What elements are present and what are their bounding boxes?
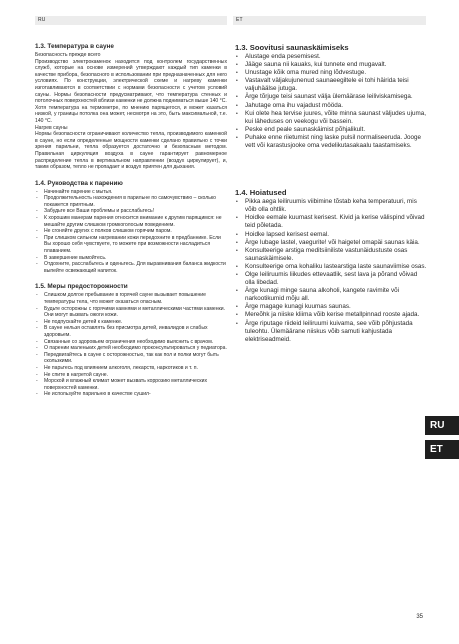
list-item: - Отдохните, расслабьтесь и оденьтесь. Для выравнивания баланса жидкости выпейте освежающий напиток. <box>35 261 227 274</box>
list-item: - Не используйте парильню в качестве сушил- <box>35 391 227 398</box>
warnings-list <box>235 198 427 344</box>
list-item: • Hoidke eemale kuumast kerisest. Kivid ja kerise välispind võivad teid põletada. <box>235 214 427 230</box>
list-item: • Konsulteerige oma kohaliku lastearstiga laste saunaviimise osas. <box>235 263 427 271</box>
list-item: - Не спите в нагретой сауне. <box>35 372 227 379</box>
estonian-column <box>235 43 427 344</box>
section-title-bathing-guide: 1.4. Руководства к парению <box>35 179 123 187</box>
list-item: - Продолжительность нахождения в парильне по самочувствию – сколько покажется приятным. <box>35 195 227 208</box>
list-item: - Передвигайтесь в сауне с осторожностью, так как пол и полки могут быть скользкими. <box>35 352 227 365</box>
list-item: - Начинайте парение с мытья. <box>35 189 227 196</box>
list-item: • Mereõhk ja niiske kliima võib kerise metallpinnad rooste ajada. <box>235 311 427 319</box>
list-item: - Связанные со здоровьем ограничения необходимо выяснить с врачом. <box>35 339 227 346</box>
language-label-ru: RU <box>35 16 227 25</box>
list-item: • Olge leiliruumis liikudes ettevaatlik, sest lava ja põrand võivad olla libedad. <box>235 271 427 287</box>
subheading-heating: Нагрев сауны <box>35 124 68 131</box>
list-item: • Jääge sauna nii kauaks, kui tunnete end mugavalt. <box>235 61 427 69</box>
list-item: • Vastavalt väljakujunenud saunaeegiltele ei tohi häirida teisi valjuhäälse jutuga. <box>235 77 427 93</box>
list-item: • Kui olete hea tervise juures, võite minna saunast väljudes ujuma, kui läheduses on veekogu või bassein. <box>235 110 427 126</box>
list-item: • Puhake enne riietumist ning laske pulsil normaliseeruda. Jooge vett või karastusjooke oma vedelikutasakaalu taastamiseks. <box>235 134 427 150</box>
list-item: - Не парьтесь под влиянием алкоголя, лекарств, наркотиков и т. п. <box>35 365 227 372</box>
list-item: • Ärge magage kunagi kuumas saunas. <box>235 303 427 311</box>
list-item: • Pikka aega leiliruumis viibimine tõstab keha temperatuuri, mis võib olla ohtlik. <box>235 198 427 214</box>
list-item: - Морской и влажный климат может вызвать коррозию металлических поверхностей каменки. <box>35 378 227 391</box>
list-item: - Будьте осторожны с горячими камнями и металлическими частями каменки. Они могут вызвать ожоги кожи. <box>35 306 227 319</box>
list-item: • Konsulteerige arstiga meditsiiniliste vastunäidustuste osas saunaskäimisele. <box>235 247 427 263</box>
list-item: • Alustage enda pesemisest. <box>235 53 427 61</box>
list-item: - Не сгоняйте других с полков слишком горячим паром. <box>35 228 227 235</box>
list-item: - В завершение вымойтесь. <box>35 255 227 262</box>
paragraph-safety: Производство электрокаменок находится под контролем государственных служб, которые на основе измерений утверждают каждый тип каменки в качестве прибора, безопасного в использовании при предназначенных для него условиях. По конструкции, электрической схеме и нагреву каменки изготавливаются в соответствии с нормами безопасности с учетом условий сауны. Нормы безопасности предусматривают, что температура стенных и потолочных поверхностей вблизи каменки не должна подниматься выше 140 °C. <box>35 58 227 105</box>
subheading-safety: Безопасность прежде всего <box>35 52 101 58</box>
list-item: • Ärge lubage lastel, vaegurite! või haigetel omapäi saunas käia. <box>235 239 427 247</box>
list-item: - О парении маленьких детей необходимо проконсультироваться у педиатора. <box>35 345 227 352</box>
list-item: • Ärge tõrjuge teisi saunast välja ülemäärase leiliviskamisega. <box>235 93 427 101</box>
russian-column <box>35 43 227 398</box>
page-number: 35 <box>416 614 423 620</box>
section-title-warnings: 1.4. Hoiatused <box>235 188 287 198</box>
side-tab-ru: RU <box>425 416 459 435</box>
section-title-temperature: 1.3. Температура в сауне <box>35 43 114 50</box>
list-item: • Jahutage oma ihu vajadust mööda. <box>235 102 427 110</box>
paragraph-thermometer: Хотя температура на термометре, по мнению парящегося, и может казаться низкой, у границы потолка она может, несмотря на это, быть максимальной, т.е. 140 °C. <box>35 104 227 124</box>
side-tab-et: ET <box>425 440 459 459</box>
section-title-sauna-tips: 1.3. Soovitusi saunaskäimiseks <box>235 43 349 52</box>
list-item: - Слишком долгое пребывание в горячей сауне вызывает повышение температуры тела, что может оказаться опасным. <box>35 292 227 305</box>
sauna-tips-list <box>235 53 427 150</box>
list-item: • Unustage kõik oma mured ning lõdvestuge. <box>235 69 427 77</box>
list-item: - При слишком сильном нагревании кожи передохните в предбаннике. Если Вы хорошо себя чувствуете, то можете при возможности насладиться плаванием. <box>35 235 227 255</box>
list-item: - Не подпускайте детей к каменке. <box>35 319 227 326</box>
paragraph-heating: Нормы безопасности ограничивают количество тепла, производимого каменкой в сауне, но если определенные мощности каменки сделано правильно с точки зрения парильни, тепла образуется достаточно и безопасным методом. Правильная циркуляция воздуха в сауне гарантирует равномерное распределение тепла в вертикальном направлении (воздух циркулирует), и, таким образом, тепло не пропадает и воздух приятен для дыхания. <box>35 131 227 171</box>
language-label-et: ET <box>233 16 426 25</box>
list-item: - Забудьте все Ваши проблемы и расслабьтесь! <box>35 208 227 215</box>
bathing-guide-list <box>35 189 227 275</box>
section-title-precautions: 1.5. Меры предосторожности <box>35 283 128 291</box>
list-item: • Ärge kunagi minge sauna alkoholi, kangete ravimite või narkootikumid mõju all. <box>235 287 427 303</box>
list-item: • Hoidke lapsed kerisest eemal. <box>235 231 427 239</box>
list-item: • Ärge riputage riideid leiliruumi kuivama, see võib põhjustada tuleohtu. Ülemäärane niiskus võib samuti kahjustada elektriseadmeid. <box>235 320 427 344</box>
list-item: • Peske end peale saunaskäimist põhjalikult. <box>235 126 427 134</box>
precautions-list <box>35 292 227 398</box>
list-item: - В сауне нельзя оставлять без присмотра детей, инвалидов и слабых здоровьем. <box>35 325 227 338</box>
list-item: - К хорошим манерам парения относится внимание к другим парящимся: не мешайте другим слишком громкоголосым поведением. <box>35 215 227 228</box>
